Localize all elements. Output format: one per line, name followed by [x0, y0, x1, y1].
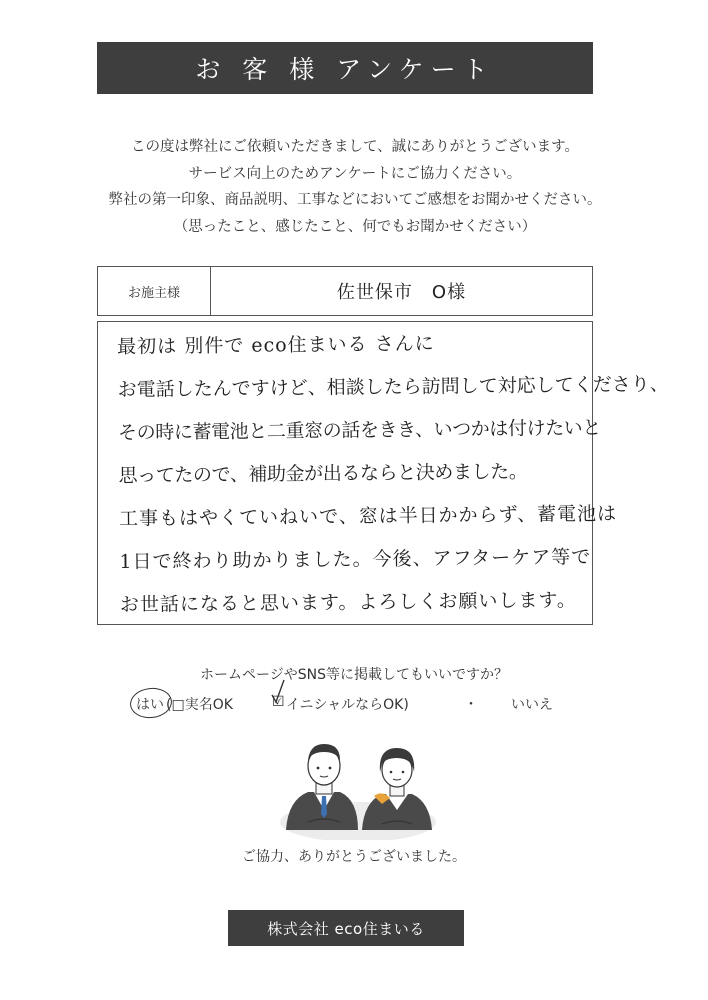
company-name: 株式会社 eco住まいる	[267, 919, 425, 938]
client-label: お施主様	[98, 267, 211, 315]
comment-line: 工事もはやくていねいで、窓は半日かからず、蓄電池は	[118, 502, 618, 530]
survey-title-bar	[97, 42, 593, 94]
comment-line: 1日で終わり助かりました。今後、アフターケア等で	[119, 546, 592, 573]
comment-line: お世話になると思います。よろしくお願いします。	[119, 589, 577, 616]
answer-real-name-option[interactable]: (□実名OK	[166, 697, 233, 713]
answer-no[interactable]: いいえ	[511, 697, 553, 713]
client-name: 佐世保市 O様	[336, 282, 467, 303]
intro-line: 弊社の第一印象、商品説明、工事などにおいてご感想をお聞かせください。	[108, 192, 602, 208]
staff-illustration	[278, 730, 438, 840]
survey-title: お 客 様 アンケート	[195, 55, 495, 84]
intro-line: （思ったこと、感じたこと、何でもお聞かせください）	[173, 218, 537, 235]
comment-line: 思ってたので、補助金が出るならと決めました。	[118, 460, 528, 487]
thanks-message: ご協力、ありがとうございました。	[242, 849, 466, 865]
consent-answer-row	[136, 694, 576, 716]
company-footer	[228, 910, 464, 946]
comment-line: その時に蓄電池と二重窓の話をきき、いつかは付けたいと	[118, 416, 602, 444]
answer-yes[interactable]: はい	[136, 697, 164, 713]
handwritten-comment	[117, 321, 669, 627]
answer-initials-option[interactable]: イニシャルならOK)	[286, 697, 409, 713]
comment-line: お電話したんですけど、相談したら訪問して対応してくださり、	[117, 373, 669, 401]
comment-line: 最初は 別件で eco住まいる さんに	[117, 332, 435, 358]
checked-box-icon[interactable]: ☑	[272, 694, 285, 710]
client-name-table	[97, 266, 593, 316]
consent-question: ホームページやSNS等に掲載してもいいですか？	[200, 667, 508, 683]
intro-text	[60, 134, 650, 240]
answer-separator: ・	[464, 697, 478, 713]
intro-line: この度は弊社にご依頼いただきまして、誠にありがとうございます。	[130, 139, 580, 155]
intro-line: サービス向上のためアンケートにご協力ください。	[188, 165, 522, 182]
